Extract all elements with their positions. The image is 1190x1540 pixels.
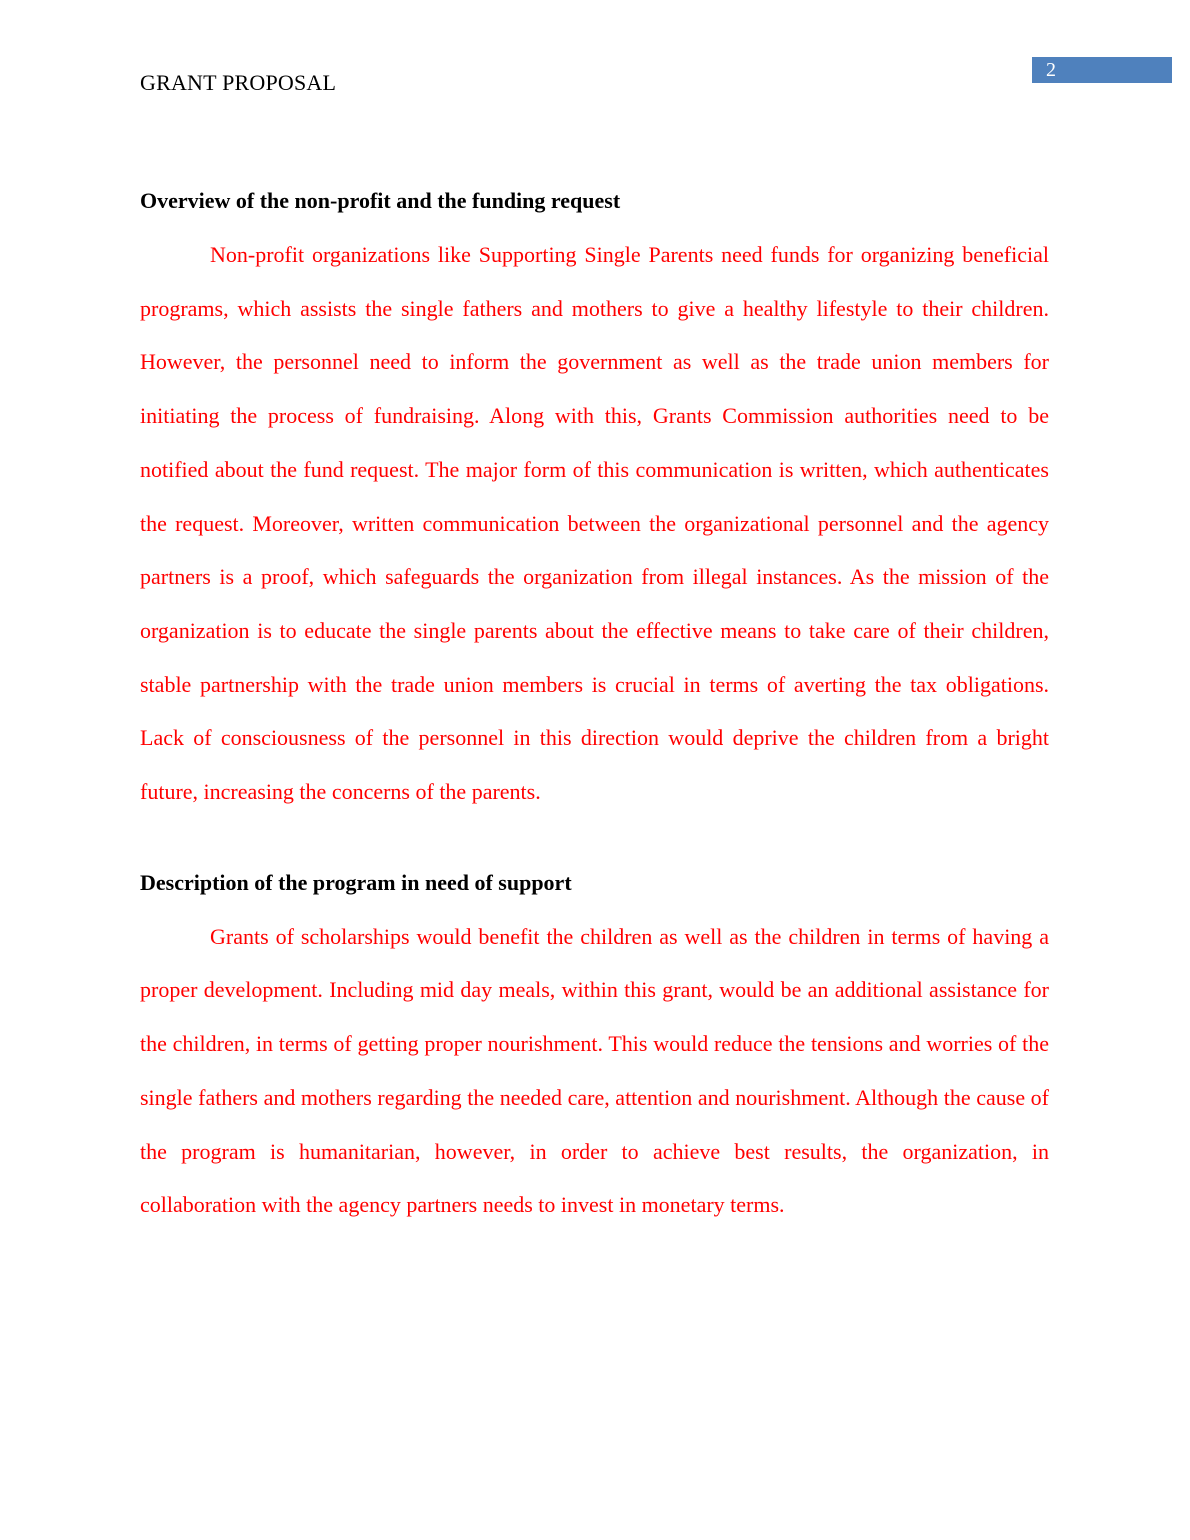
section-heading: Overview of the non-profit and the funding request [140, 188, 621, 213]
section-program-description [140, 865, 1049, 1232]
section-heading: Description of the program in need of support [140, 869, 572, 895]
section-paragraph: Non-profit organizations like Supporting Single Parents need funds for organizing beneficial programs, which assists the single fathers and mothers to give a healthy lifestyle to their children. However, the personnel need to inform the government as well as the trade union members for initiating the process of fundraising. Along with this, Grants Commission authorities need to be notified about the fund request. The major form of this communication is written, which authenticates the request. Moreover, written communication between the organizational personnel and the agency partners is a proof, which safeguards the organization from illegal instances. As the mission of the organization is to educate the single parents about the effective means to take care of their children, stable partnership with the trade union members is crucial in terms of averting the tax obligations. Lack of consciousness of the personnel in this direction would deprive the children from a bright future, increasing the concerns of the parents. [140, 242, 1049, 805]
running-header: GRANT PROPOSAL [140, 70, 337, 95]
page-number: 2 [1032, 57, 1172, 83]
section-paragraph: Grants of scholarships would benefit the children as well as the children in terms of having a proper development. Including mid day meals, within this grant, would be an additional assistance for the children, in terms of getting proper nourishment. This would reduce the tensions and worries of the single fathers and mothers regarding the needed care, attention and nourishment. Although the cause of the program is humanitarian, however, in order to achieve best results, the organization, in collaboration with the agency partners needs to invest in monetary terms. [140, 923, 1049, 1218]
document-body [140, 183, 1049, 1232]
section-overview [140, 183, 1049, 819]
